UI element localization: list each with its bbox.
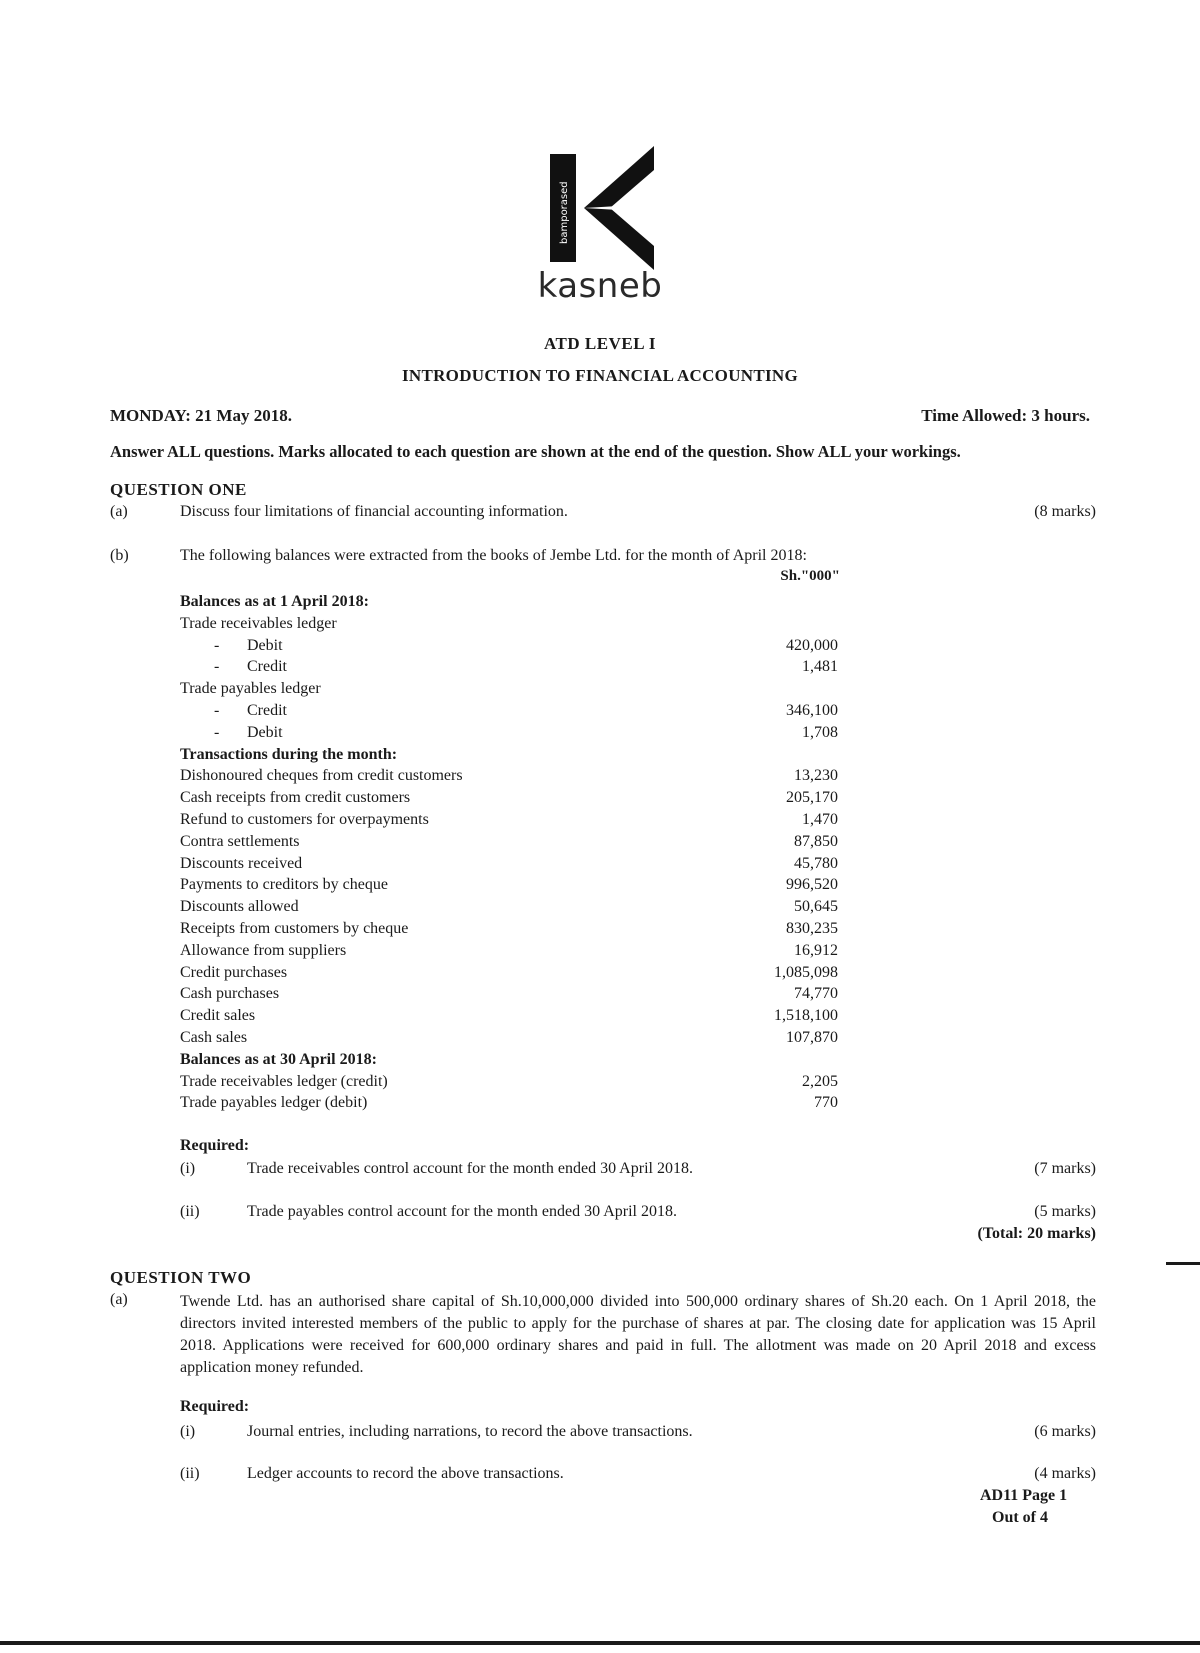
row-label: Cash purchases [180,985,280,1003]
q2-req-ii-text: Ledger accounts to record the above transactions. [247,1465,564,1482]
row-amount: 1,470 [802,810,838,828]
table-row [0,896,1200,918]
page-code: AD11 Page 1 [980,1487,1068,1504]
table-row [0,831,1200,853]
row-label: Credit purchases [180,963,288,981]
row-amount: 420,000 [786,636,838,654]
row-label: Trade receivables ledger [180,614,337,632]
row-label: Cash sales [180,1028,248,1046]
table-row [0,656,1200,678]
q1-part-a-marks: (8 marks) [1034,503,1096,520]
table-row [0,1005,1200,1027]
row-label: Credit [247,701,287,719]
q1-req-i-marks: (7 marks) [1034,1160,1096,1177]
table-row [0,765,1200,787]
bullet-dash: - [214,723,220,741]
q2-part-a-text: Twende Ltd. has an authorised share capital of Sh.10,000,000 divided into 500,000 ordinary shares of Sh.20 each. On 1 April 2018, the directors invited interested members of the public to apply for the purchase of shares at par. The closing date for application was 15 April 2018. Applications were received for 600,000 ordinary shares and paid in full. The allotment was made on 20 April 2018 and excess application money refunded. [180,1293,1096,1376]
row-label: Credit [247,658,287,676]
row-label: Debit [247,723,283,741]
exam-level: ATD LEVEL I [544,334,656,353]
row-amount: 74,770 [794,985,838,1003]
margin-mark [1166,1262,1200,1265]
q1-req-ii-marks: (5 marks) [1034,1203,1096,1220]
table-section-heading: Balances as at 30 April 2018: [180,1050,377,1068]
row-label: Dishonoured cheques from credit customers [180,767,463,785]
kasneb-logo-icon [548,146,664,272]
row-label: Cash receipts from credit customers [180,789,411,807]
table-row [0,635,1200,657]
table-row [0,962,1200,984]
bullet-dash: - [214,701,220,719]
table-row [0,787,1200,809]
q2-req-i-marks: (6 marks) [1034,1423,1096,1440]
q2-req-i-num: (i) [180,1423,196,1440]
q2-required-label: Required: [180,1398,250,1415]
table-row [0,700,1200,722]
q1-req-ii-num: (ii) [180,1203,200,1220]
row-amount: 1,481 [802,658,838,676]
table-row [0,591,1200,613]
row-amount: 16,912 [794,941,838,959]
table-row [0,1071,1200,1093]
currency-header: Sh."000" [780,568,840,584]
table-row [0,1092,1200,1114]
row-amount: 50,645 [794,898,838,916]
row-label: Allowance from suppliers [180,941,347,959]
q1-req-i-num: (i) [180,1160,196,1177]
q1-part-a-text: Discuss four limitations of financial accounting information. [180,503,568,520]
row-label: Discounts received [180,854,303,872]
row-amount: 2,205 [802,1072,838,1090]
row-label: Trade receivables ledger (credit) [180,1072,388,1090]
row-amount: 996,520 [786,876,838,894]
row-label: Payments to creditors by cheque [180,876,388,894]
page-of: Out of 4 [992,1509,1048,1526]
q2-req-ii-num: (ii) [180,1465,200,1482]
balances-table [0,591,1200,1114]
exam-date: MONDAY: 21 May 2018. [110,406,292,425]
q2-req-ii-marks: (4 marks) [1034,1465,1096,1482]
bullet-dash: - [214,636,220,654]
table-row [0,678,1200,700]
table-section-heading: Transactions during the month: [180,745,398,763]
table-row [0,940,1200,962]
row-amount: 205,170 [786,789,838,807]
row-amount: 346,100 [786,701,838,719]
table-row [0,613,1200,635]
exam-instructions: Answer ALL questions. Marks allocated to each question are shown at the end of the question. Show ALL your workings. [110,442,961,461]
row-amount: 45,780 [794,854,838,872]
table-row [0,983,1200,1005]
row-label: Credit sales [180,1007,256,1025]
table-row [0,722,1200,744]
table-row [0,1049,1200,1071]
row-amount: 1,085,098 [774,963,838,981]
row-label: Discounts allowed [180,898,299,916]
row-label: Receipts from customers by cheque [180,919,409,937]
table-section-heading: Balances as at 1 April 2018: [180,593,369,610]
question-one-heading: QUESTION ONE [110,480,247,499]
table-row [0,809,1200,831]
time-allowed: Time Allowed: 3 hours. [921,406,1090,425]
q1-req-ii-text: Trade payables control account for the month ended 30 April 2018. [247,1203,677,1220]
logo-vertical-text: bamporased [559,181,570,244]
q2-req-i-text: Journal entries, including narrations, to record the above transactions. [247,1423,693,1440]
row-label: Trade payables ledger (debit) [180,1094,368,1112]
row-amount: 830,235 [786,919,838,937]
row-amount: 1,708 [802,723,838,741]
table-row [0,744,1200,766]
row-label: Contra settlements [180,832,300,850]
table-row [0,1027,1200,1049]
q1-part-a-label: (a) [110,503,128,520]
q1-part-b-label: (b) [110,547,129,564]
q2-part-a-label: (a) [110,1291,128,1308]
table-row [0,853,1200,875]
row-amount: 87,850 [794,832,838,850]
logo-wordmark: kasneb [537,266,663,306]
table-row [0,874,1200,896]
row-label: Refund to customers for overpayments [180,810,429,828]
row-amount: 1,518,100 [774,1007,838,1025]
bullet-dash: - [214,658,220,676]
q1-total-marks: (Total: 20 marks) [977,1225,1096,1242]
q1-required-label: Required: [180,1137,250,1154]
row-amount: 107,870 [786,1028,838,1046]
row-label: Trade payables ledger [180,680,321,698]
row-amount: 13,230 [794,767,838,785]
row-label: Debit [247,636,283,654]
question-two-heading: QUESTION TWO [110,1268,252,1287]
paper-title: INTRODUCTION TO FINANCIAL ACCOUNTING [401,366,799,385]
table-row [0,918,1200,940]
footer-rule [0,1641,1200,1645]
q1-part-b-intro: The following balances were extracted from the books of Jembe Ltd. for the month of April 2018: [180,547,807,564]
row-amount: 770 [814,1094,838,1112]
q1-req-i-text: Trade receivables control account for the month ended 30 April 2018. [247,1160,693,1177]
